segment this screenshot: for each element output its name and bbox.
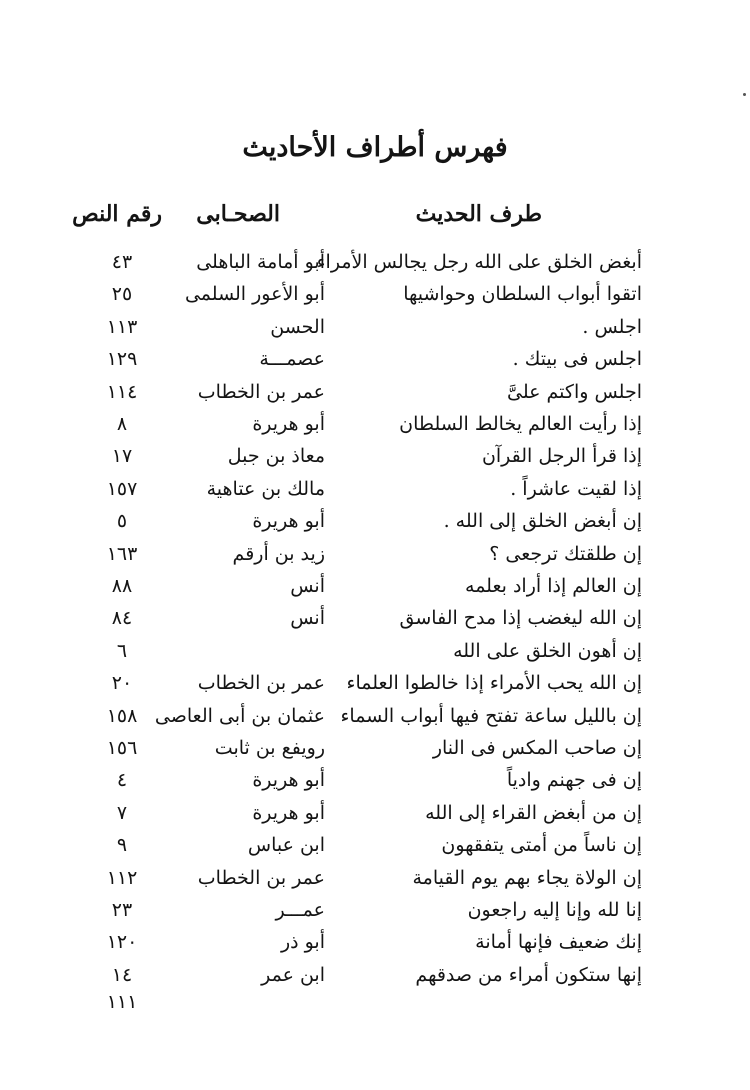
hadith-text: إن أبغض الخلق إلى الله . (443, 510, 642, 533)
text-number: ١٥٦ (106, 737, 138, 759)
hadith-text: إن من أبغض القراء إلى الله (425, 801, 642, 824)
table-row (0, 862, 750, 894)
sahabi-name: أنس (290, 607, 325, 630)
hadith-text: إن ناساً من أمتى يتفقهون (441, 834, 642, 857)
sahabi-name: رويفع بن ثابت (214, 737, 325, 759)
text-number: ٦ (116, 639, 128, 662)
sahabi-name: عصمـــة (259, 348, 325, 371)
header-sahabi: الصحـابى (196, 201, 280, 227)
header-text-number: رقم النص (72, 201, 162, 227)
text-number: ١١٤ (106, 380, 138, 403)
hadith-text: اتقوا أبواب السلطان وحواشيها (403, 283, 642, 306)
text-number: ٩ (116, 834, 128, 857)
text-number: ١٤ (111, 963, 133, 986)
table-row (0, 570, 750, 602)
table-row (0, 538, 750, 570)
text-number: ٥ (116, 510, 128, 533)
text-number: ٨ (116, 413, 128, 435)
hadith-text: إن أهون الخلق على الله (453, 639, 642, 662)
sahabi-name: عمر بن الخطاب (197, 380, 325, 403)
sahabi-name: الحسن (270, 315, 325, 338)
hadith-text: إن بالليل ساعة تفتح فيها أبواب السماء (340, 704, 642, 727)
table-row (0, 376, 750, 408)
sahabi-name: عثمان بن أبى العاصى (154, 704, 325, 727)
sahabi-name: معاذ بن جبل (227, 445, 325, 468)
table-row (0, 408, 750, 440)
hadith-text: إذا رأيت العالم يخالط السلطان (399, 413, 642, 435)
text-number: ١١٢ (106, 866, 138, 889)
hadith-text: إن صاحب المكس فى النار (432, 737, 642, 759)
table-row (0, 926, 750, 958)
sahabi-name: أبو ذر (280, 931, 325, 954)
page-title: فهرس أطراف الأحاديث (242, 132, 508, 163)
hadith-text: اجلس واكتم علىَّ (507, 380, 642, 403)
sahabi-name: زيد بن أرقم (232, 542, 325, 565)
text-number: ١٢٠ (106, 931, 138, 954)
hadith-text: إنا لله وإنا إليه راجعون (467, 899, 642, 921)
sahabi-name: أبو هريرة (252, 413, 325, 435)
text-number: ٧ (116, 801, 128, 824)
table-row (0, 505, 750, 537)
table-row (0, 700, 750, 732)
table-row (0, 311, 750, 343)
hadith-text: إن الله يحب الأمراء إذا خالطوا العلماء (346, 672, 642, 695)
hadith-text: إن فى جهنم وادياً (506, 769, 642, 792)
text-number: ١٢٩ (106, 348, 138, 371)
sahabi-name: ابن عباس (247, 834, 325, 857)
table-row (0, 732, 750, 764)
text-number: ١٦٣ (106, 542, 138, 565)
table-row (0, 959, 750, 991)
table-row (0, 602, 750, 634)
table-row (0, 635, 750, 667)
table-header (0, 196, 750, 228)
hadith-text: إن الله ليغضب إذا مدح الفاسق (399, 607, 642, 630)
text-number: ٤ (116, 769, 128, 792)
header-hadith: طرف الحديث (415, 201, 542, 227)
text-number: ٨٤ (111, 607, 133, 630)
table-row (0, 829, 750, 861)
table-row (0, 797, 750, 829)
hadith-text: اجلس . (582, 315, 642, 338)
table-row (0, 764, 750, 796)
table-row (0, 667, 750, 699)
page-number: ١١١ (106, 991, 138, 1013)
text-number: ٤٣ (111, 251, 133, 273)
sahabi-name: أبو هريرة (252, 769, 325, 792)
sahabi-name: أبو هريرة (252, 510, 325, 533)
sahabi-name: مالك بن عتاهية (206, 477, 325, 500)
sahabi-name: أبو الأعور السلمى (184, 283, 325, 306)
text-number: ٢٣ (111, 899, 133, 921)
sahabi-name: أبو هريرة (252, 801, 325, 824)
table-row (0, 278, 750, 310)
text-number: ١١٣ (106, 315, 138, 338)
margin-dot (743, 93, 746, 96)
hadith-text: إن الولاة يجاء بهم يوم القيامة (412, 866, 642, 889)
hadith-text: إنها ستكون أمراء من صدقهم (415, 963, 642, 986)
text-number: ٢٠ (111, 672, 133, 695)
sahabi-name: أنس (290, 575, 325, 597)
hadith-text: إذا لقيت عاشراً . (510, 477, 642, 500)
text-number: ٨٨ (111, 575, 133, 597)
table-row (0, 473, 750, 505)
text-number: ٢٥ (111, 283, 133, 306)
sahabi-name: عمر بن الخطاب (197, 866, 325, 889)
hadith-text: اجلس فى بيتك . (512, 348, 642, 371)
hadith-text: إذا قرأ الرجل القرآن (481, 445, 642, 468)
hadith-text: إن طلقتك ترجعى ؟ (489, 542, 642, 565)
hadith-text: أبغض الخلق على الله رجل يجالس الأمراء (316, 251, 642, 273)
hadith-text: إن العالم إذا أراد بعلمه (465, 575, 642, 597)
table-row (0, 343, 750, 375)
hadith-text: إنك ضعيف فإنها أمانة (475, 931, 642, 954)
text-number: ١٧ (111, 445, 133, 468)
text-number: ١٥٧ (106, 477, 138, 500)
sahabi-name: أبو أمامة الباهلى (196, 251, 325, 273)
sahabi-name: ابن عمر (261, 963, 325, 986)
sahabi-name: عمـــر (275, 899, 325, 921)
sahabi-name: عمر بن الخطاب (197, 672, 325, 695)
table-row (0, 246, 750, 278)
text-number: ١٥٨ (106, 704, 138, 727)
table-row (0, 440, 750, 472)
table-row (0, 894, 750, 926)
